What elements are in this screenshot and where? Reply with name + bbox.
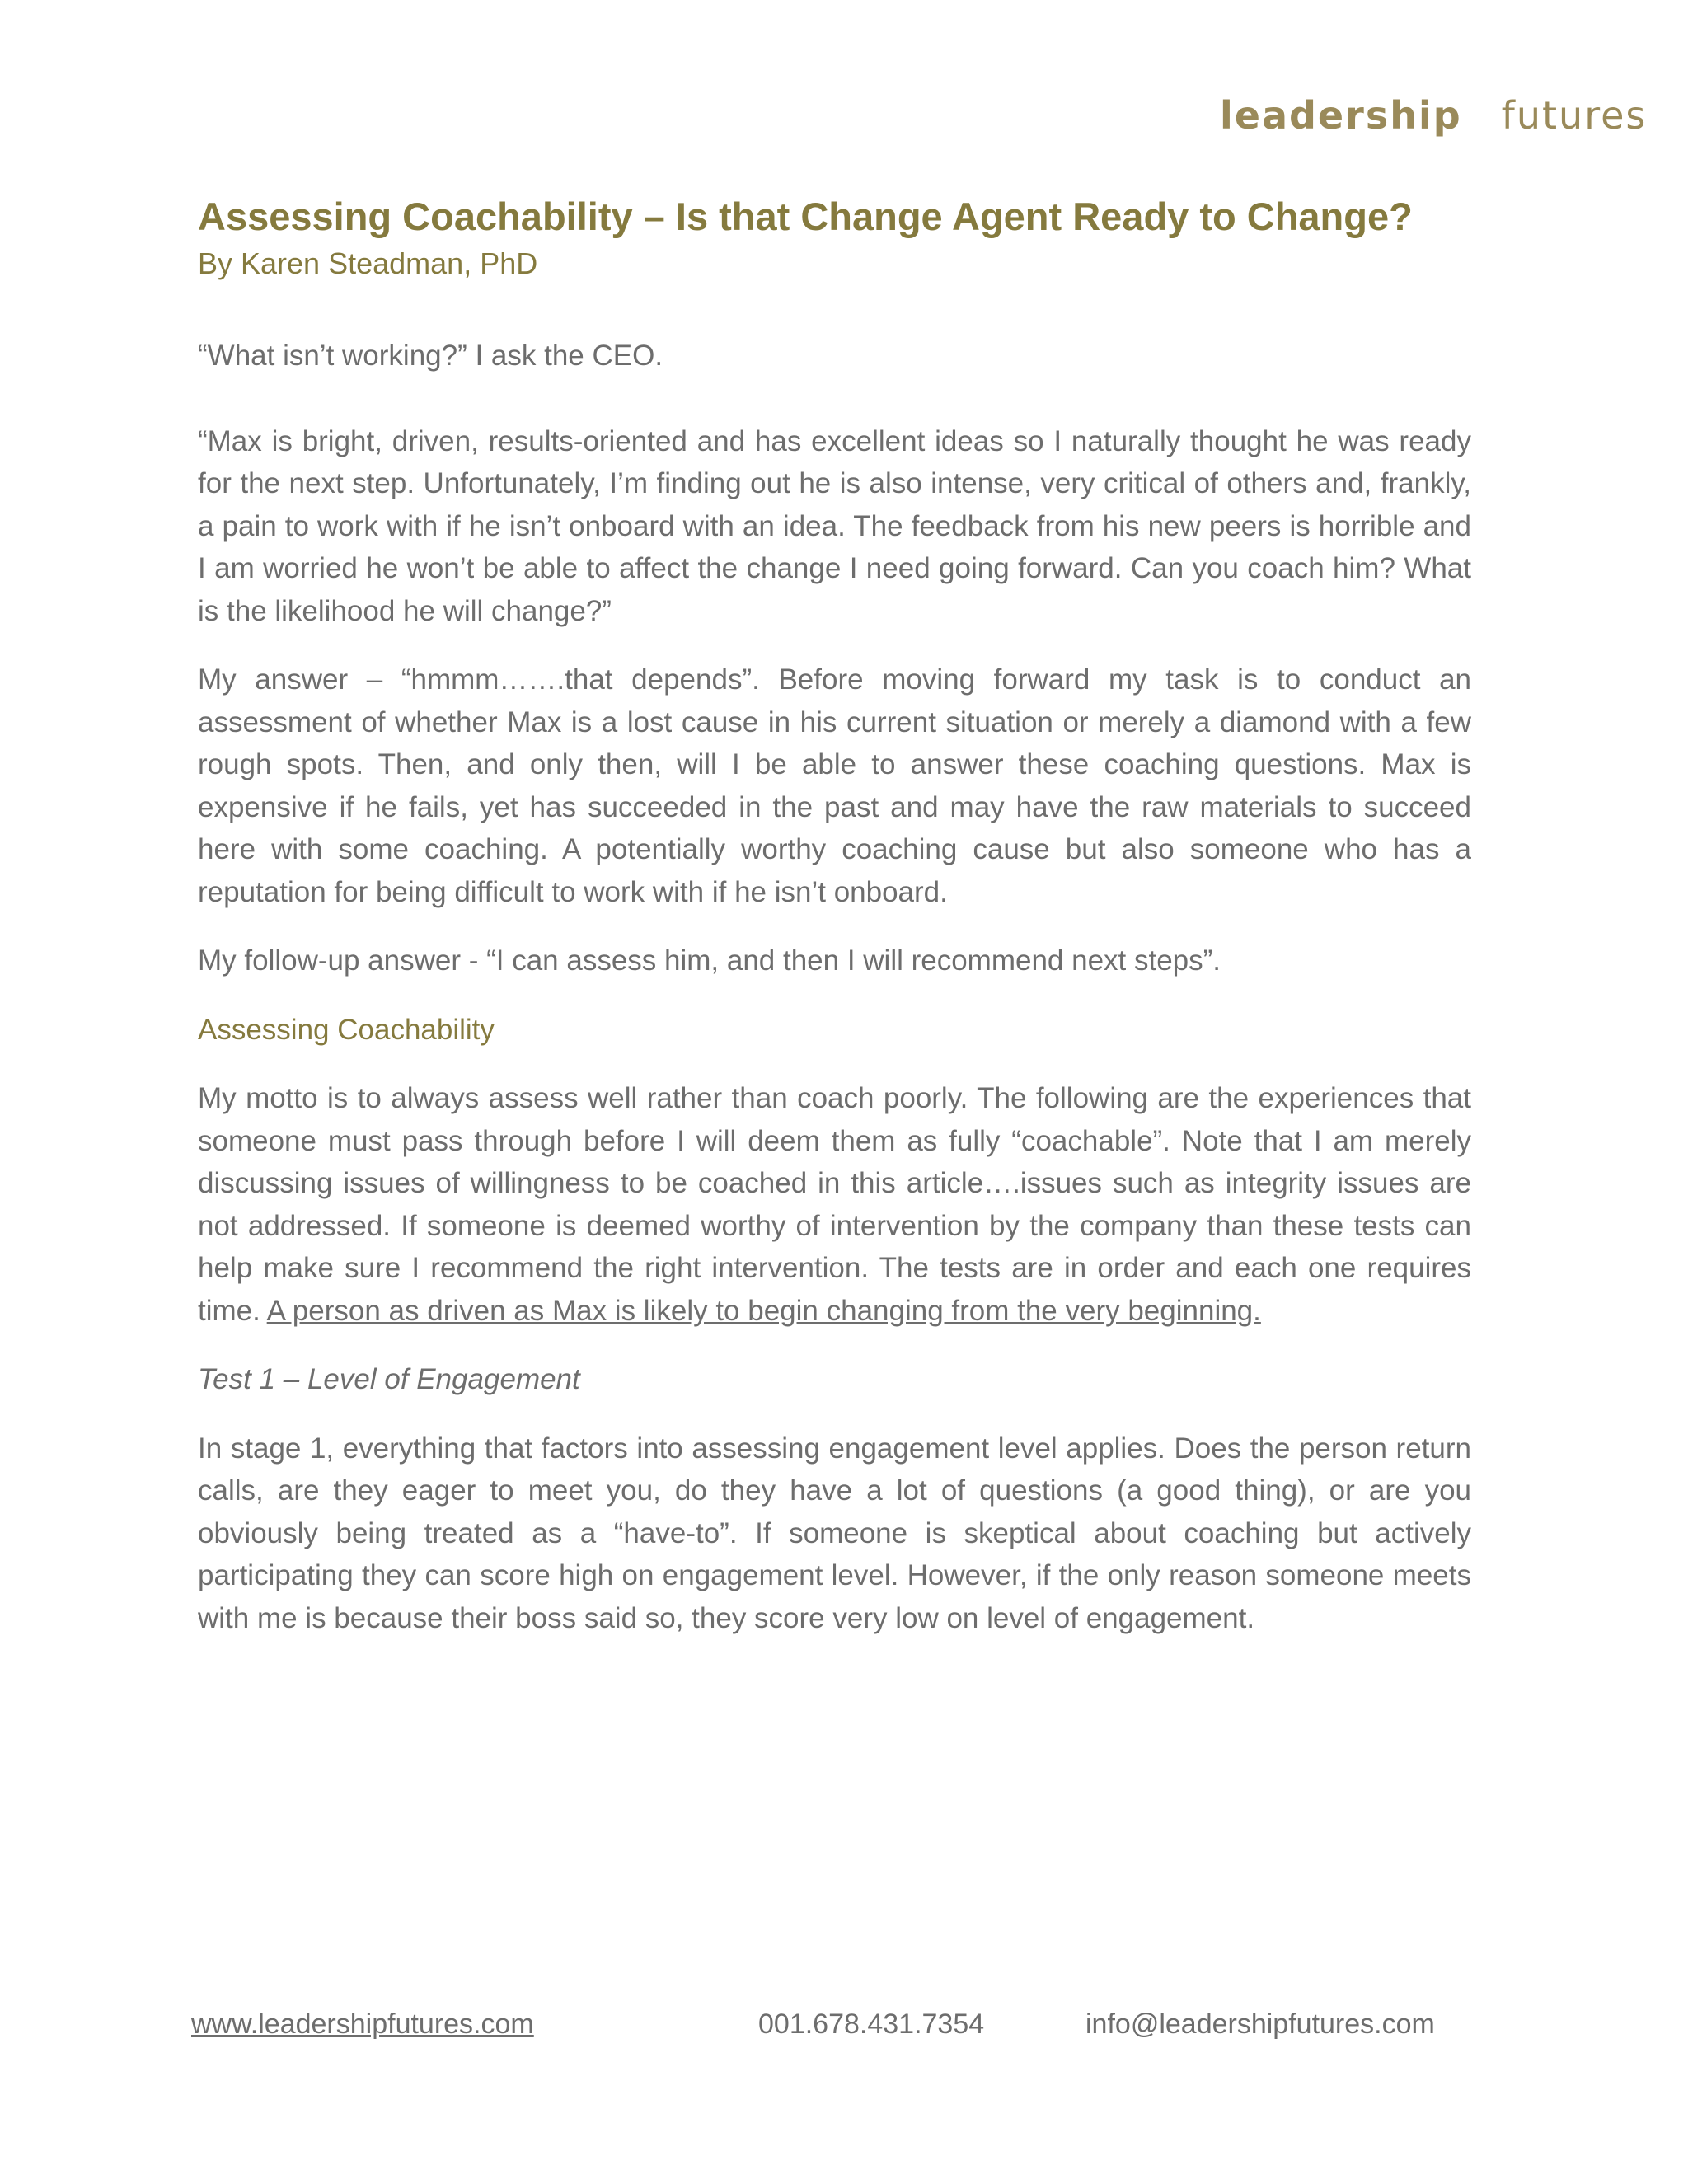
company-logo	[1220, 33, 1648, 198]
paragraph-test-1: In stage 1, everything that factors into assessing engagement level applies. Does the person return calls, are they eager to meet you, do they have a lot of questions (a good thing), or are you obviously being treated as a “have-to”. If someone is skeptical about coaching but actively participating they can score high on engagement level. However, if the only reason someone meets with me is because their boss said so, they score very low on level of engagement.	[198, 1432, 1471, 1634]
logo-word-futures: futures	[1501, 93, 1648, 138]
footer-phone: 001.678.431.7354	[758, 2008, 985, 2040]
article-body	[198, 194, 1471, 1639]
paragraph-ceo-question: “What isn’t working?” I ask the CEO.	[198, 340, 663, 373]
underlined-sentence: A person as driven as Max is likely to begin changing from the very beginning.	[266, 1294, 1261, 1327]
paragraph-my-answer: My answer – “hmmm…….that depends”. Before moving forward my task is to conduct an assessment of whether Max is a lost cause in his current situation or merely a diamond with a few rough spots. Then, and only then, will I be able to answer these coaching questions. Max is expensive if he fails, yet has succeeded in the past and may have the raw materials to succeed here with some coaching. A potentially worthy coaching cause but also someone who has a reputation for being difficult to work with if he isn’t onboard.	[198, 663, 1471, 908]
paragraph-follow-up: My follow-up answer - “I can assess him, and then I will recommend next steps”.	[198, 944, 1221, 977]
article-title: Assessing Coachability – Is that Change Agent Ready to Change?	[198, 194, 1413, 238]
footer-email[interactable]: info@leadershipfutures.com	[1085, 2008, 1435, 2040]
paragraph-motto	[198, 1077, 1471, 1332]
section-heading-assessing-coachability: Assessing Coachability	[198, 1013, 495, 1046]
footer-website-link[interactable]: www.leadershipfutures.com	[191, 2008, 534, 2040]
paragraph-ceo-answer: “Max is bright, driven, results-oriented and has excellent ideas so I naturally thought he was ready for the next step. Unfortunately, I’m finding out he is also intense, very critical of others and, frankly, a pain to work with if he isn’t onboard with an idea. The feedback from his new peers is horrible and I am worried he won’t be able to affect the change I need going forward. Can you coach him? What is the likelihood he will change?”	[198, 424, 1471, 627]
paragraph-motto-text: My motto is to always assess well rather than coach poorly. The following are the experiences that someone must pass through before I will deem them as fully “coachable”. Note that I am merely discussing issues of willingness to be coached in this article….issues such as integrity issues are not addressed. If someone is deemed worthy of intervention by the company than these tests can help make sure I recommend the right intervention. The tests are in order and each one requires time.	[198, 1082, 1471, 1327]
article-byline: By Karen Steadman, PhD	[198, 246, 538, 281]
logo-word-leadership: leadership	[1220, 93, 1462, 138]
test-1-heading: Test 1 – Level of Engagement	[198, 1363, 580, 1396]
